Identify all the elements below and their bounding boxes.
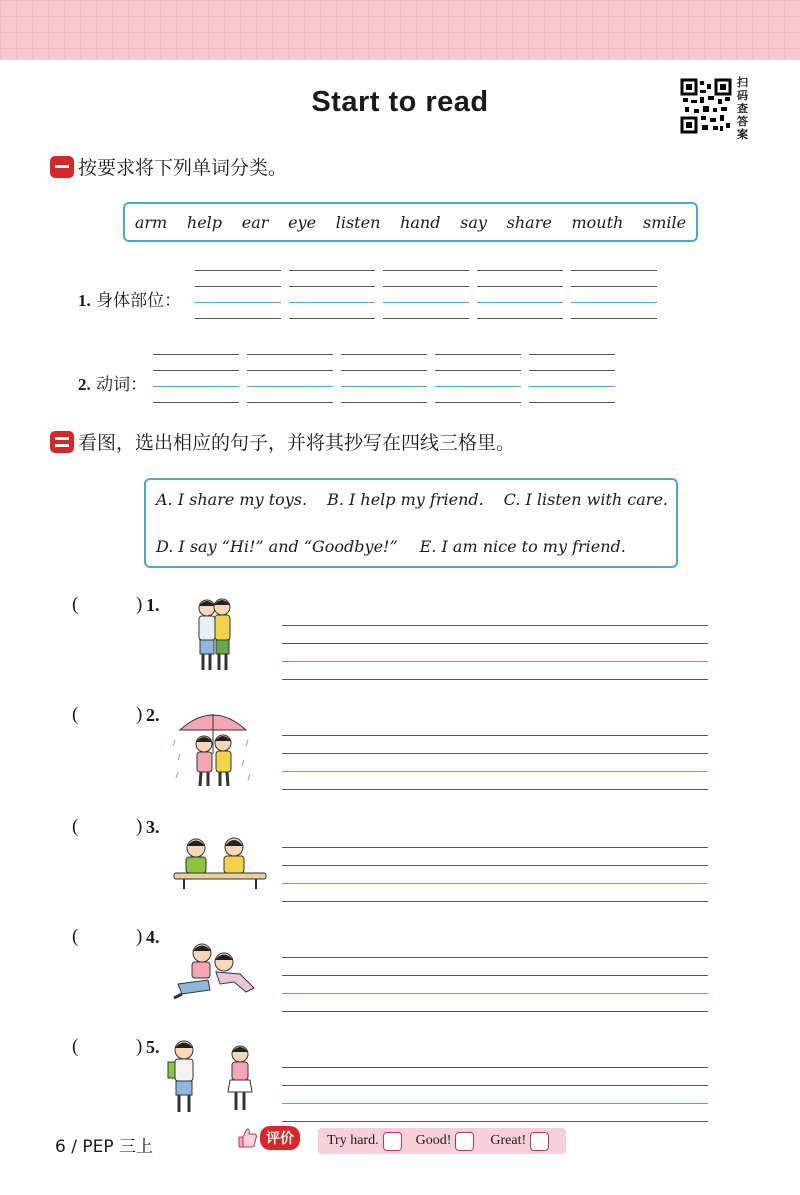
answer-paren-close: ) — [136, 1036, 143, 1057]
question-number: 1. — [146, 595, 160, 615]
word: say — [460, 212, 487, 232]
qr-label: 扫 码 查 答 案 — [737, 76, 748, 141]
talking-at-desk-picture — [172, 834, 268, 890]
verb-writing-slot-2[interactable] — [247, 354, 333, 402]
answer-choice-blank[interactable] — [86, 816, 134, 840]
verb-writing-slot-1[interactable] — [153, 354, 239, 402]
helping-friend-picture — [168, 940, 268, 1002]
friends-hugging-picture — [190, 594, 240, 676]
section2-heading: 看图，选出相应的句子，并将其抄写在四线三格里。 — [50, 428, 515, 455]
page-title: Start to read — [311, 86, 489, 118]
sharing-umbrella-picture — [172, 704, 254, 790]
option-a: A. I share my toys. — [156, 490, 308, 509]
answer-paren-close: ) — [136, 816, 143, 837]
word: hand — [400, 212, 441, 232]
four-line-writing-area[interactable] — [282, 957, 708, 1017]
answer-choice-blank[interactable] — [86, 1036, 134, 1060]
answer-paren-close: ) — [136, 594, 143, 615]
word-bank — [123, 202, 698, 242]
qr-code-icon — [680, 78, 732, 134]
page-number: 6 / PEP 三上 — [55, 1137, 153, 1157]
section1-heading: 按要求将下列单词分类。 — [50, 153, 287, 180]
question-number: 5. — [146, 1037, 160, 1057]
rating-try-hard-label: Try hard. — [327, 1133, 379, 1148]
section-two-badge-icon — [50, 431, 74, 453]
section-one-badge-icon — [50, 156, 74, 178]
rating-bar — [318, 1128, 566, 1154]
rating-great-checkbox[interactable] — [530, 1132, 549, 1151]
question-number: 3. — [146, 817, 160, 837]
verb-writing-slot-5[interactable] — [529, 354, 615, 402]
answer-paren-open: ( — [72, 1036, 79, 1057]
saying-goodbye-picture — [164, 1036, 260, 1120]
category-verbs-label: 2. 动词： — [78, 375, 148, 395]
word: smile — [643, 212, 687, 232]
option-e: E. I am nice to my friend. — [419, 537, 626, 556]
rating-good-label: Good! — [415, 1133, 452, 1148]
answer-choice-blank[interactable] — [86, 704, 134, 728]
rating-great-label: Great! — [490, 1133, 527, 1148]
option-c: C. I listen with care. — [503, 490, 668, 509]
word: listen — [335, 212, 381, 232]
word: eye — [288, 212, 317, 232]
rating-try-hard-checkbox[interactable] — [383, 1132, 402, 1151]
answer-paren-close: ) — [136, 926, 143, 947]
sentence-options — [144, 478, 678, 568]
four-line-writing-area[interactable] — [282, 1067, 708, 1127]
option-b: B. I help my friend. — [327, 490, 484, 509]
word: mouth — [571, 212, 624, 232]
body-part-writing-slot-2[interactable] — [289, 270, 375, 318]
four-line-writing-area[interactable] — [282, 847, 708, 907]
body-part-writing-slot-5[interactable] — [571, 270, 657, 318]
word: help — [186, 212, 223, 232]
top-banner — [0, 0, 800, 60]
four-line-writing-area[interactable] — [282, 625, 708, 685]
question-number: 4. — [146, 927, 160, 947]
thumbs-up-icon — [236, 1127, 258, 1149]
answer-choice-blank[interactable] — [86, 926, 134, 950]
answer-paren-open: ( — [72, 926, 79, 947]
option-d: D. I say “Hi!” and “Goodbye!” — [156, 537, 398, 556]
answer-choice-blank[interactable] — [86, 594, 134, 618]
answer-paren-open: ( — [72, 704, 79, 725]
body-part-writing-slot-4[interactable] — [477, 270, 563, 318]
verb-writing-slot-4[interactable] — [435, 354, 521, 402]
evaluation-label: 评价 — [236, 1126, 300, 1150]
category-body-parts-label: 1. 身体部位： — [78, 291, 182, 311]
answer-paren-open: ( — [72, 594, 79, 615]
body-part-writing-slot-1[interactable] — [195, 270, 281, 318]
four-line-writing-area[interactable] — [282, 735, 708, 795]
word: arm — [134, 212, 168, 232]
answer-paren-open: ( — [72, 816, 79, 837]
answer-paren-close: ) — [136, 704, 143, 725]
verb-writing-slot-3[interactable] — [341, 354, 427, 402]
word: ear — [241, 212, 269, 232]
question-number: 2. — [146, 705, 160, 725]
word: share — [506, 212, 552, 232]
rating-good-checkbox[interactable] — [455, 1132, 474, 1151]
body-part-writing-slot-3[interactable] — [383, 270, 469, 318]
